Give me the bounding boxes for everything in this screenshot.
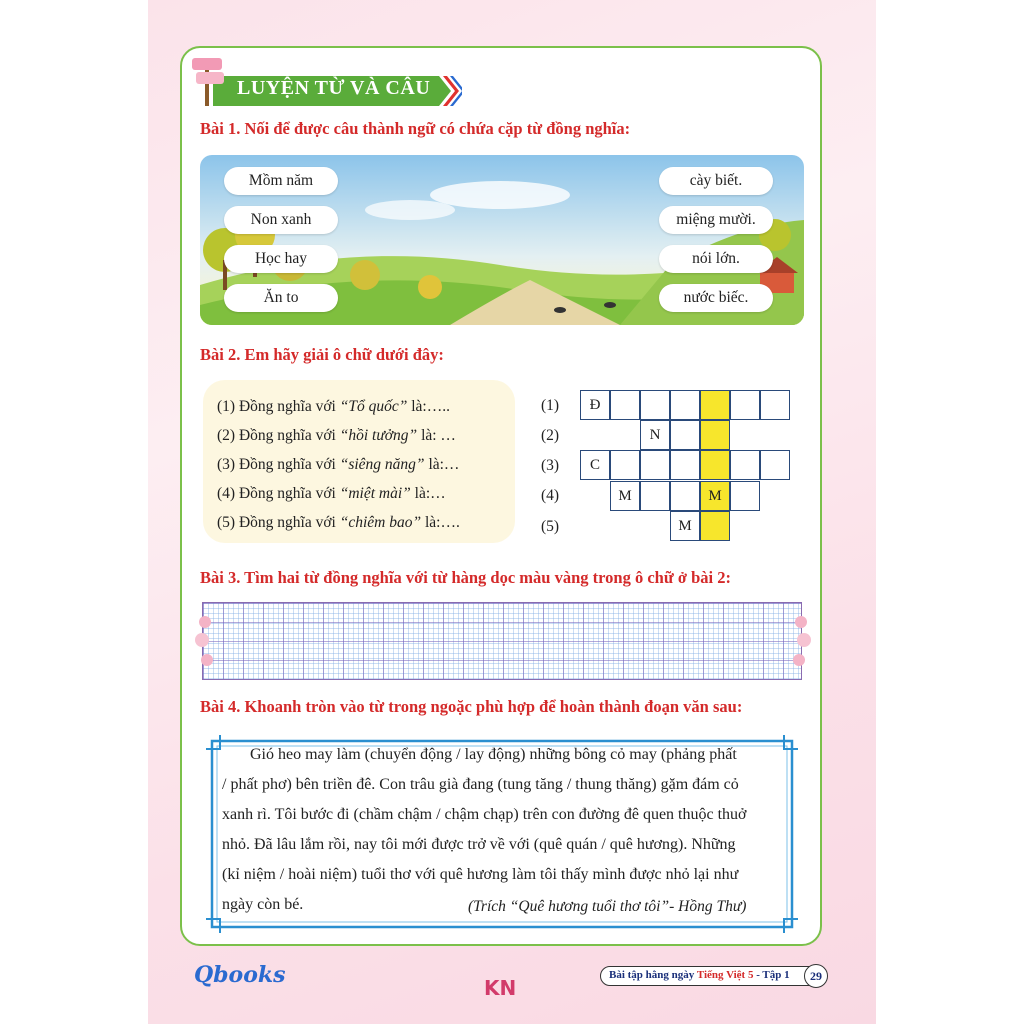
crossword-cell[interactable] [640, 450, 670, 480]
signpost-icon [190, 54, 230, 106]
clue-blank: là:…. [421, 514, 460, 531]
clue-blank: là:… [410, 485, 446, 502]
row-number-1: (1) [541, 397, 560, 414]
clue-5 [217, 514, 460, 532]
crossword-cell[interactable] [730, 450, 760, 480]
row-number-3: (3) [541, 457, 560, 474]
idiom-right-2[interactable]: miệng mười. [659, 206, 773, 234]
idiom-left-1[interactable]: Mồm năm [224, 167, 338, 195]
crossword-cell[interactable] [730, 390, 760, 420]
crossword-cell[interactable] [760, 390, 790, 420]
crossword-cell[interactable] [670, 450, 700, 480]
crossword-cell[interactable]: N [640, 420, 670, 450]
crossword-cell[interactable] [760, 450, 790, 480]
idiom-left-4[interactable]: Ăn to [224, 284, 338, 312]
clue-text: (5) Đồng nghĩa với [217, 514, 340, 531]
crossword-cell[interactable] [610, 390, 640, 420]
book-subject: Tiếng Việt 5 [696, 969, 754, 981]
crossword-cell[interactable]: M [610, 481, 640, 511]
crossword-cell[interactable] [730, 481, 760, 511]
clue-text: (2) Đồng nghĩa với [217, 427, 340, 444]
exercise-4-heading: Bài 4. Khoanh tròn vào từ trong ngoặc phù hợp để hoàn thành đoạn văn sau: [200, 697, 743, 716]
crossword-key-cell[interactable] [700, 420, 730, 450]
exercise-1-heading: Bài 1. Nối để được câu thành ngữ có chứa cặp từ đồng nghĩa: [200, 119, 631, 138]
cherry-blossom-icon [192, 610, 218, 680]
crossword-cell[interactable]: C [580, 450, 610, 480]
handwriting-grid[interactable] [202, 602, 802, 680]
crossword-cell[interactable] [670, 420, 700, 450]
crossword-cell[interactable] [640, 390, 670, 420]
row-number-4: (4) [541, 487, 560, 504]
exercise-2-heading: Bài 2. Em hãy giải ô chữ dưới đây: [200, 345, 444, 364]
clue-word: “chiêm bao” [339, 514, 422, 531]
clue-word: “miệt mài” [339, 485, 411, 502]
exercise-3-heading: Bài 3. Tìm hai từ đồng nghĩa với từ hàng dọc màu vàng trong ô chữ ở bài 2: [200, 568, 732, 587]
idiom-left-2[interactable]: Non xanh [224, 206, 338, 234]
crossword-key-cell[interactable] [700, 390, 730, 420]
clue-word: “siêng năng” [339, 456, 425, 473]
passage-citation: (Trích “Quê hương tuổi thơ tôi”- Hồng Thư) [468, 898, 747, 915]
clue-text: (3) Đồng nghĩa với [217, 456, 340, 473]
clue-text: (4) Đồng nghĩa với [217, 485, 340, 502]
book-series: Bài tập hằng ngày [609, 969, 697, 981]
idiom-right-3[interactable]: nói lớn. [659, 245, 773, 273]
passage-line-1: Gió heo may làm (chuyển động / lay động) những bông cỏ may (phảng phất [250, 746, 737, 763]
crossword-cell[interactable]: Đ [580, 390, 610, 420]
idiom-right-1[interactable]: cày biết. [659, 167, 773, 195]
crossword-cell[interactable] [640, 481, 670, 511]
book-volume: - Tập 1 [753, 969, 790, 981]
crossword-cell[interactable] [670, 481, 700, 511]
clue-3 [217, 456, 459, 474]
row-number-5: (5) [541, 518, 560, 535]
row-number-2: (2) [541, 427, 560, 444]
clue-4 [217, 485, 446, 503]
book-title-badge [600, 966, 818, 986]
clue-2 [217, 427, 456, 445]
crossword-key-cell[interactable] [700, 450, 730, 480]
clue-blank: là: … [417, 427, 456, 444]
passage-line-6: ngày còn bé. [222, 896, 304, 913]
clue-blank: là:… [424, 456, 460, 473]
clue-text: (1) Đồng nghĩa với [217, 398, 340, 415]
passage-line-3: xanh rì. Tôi bước đi (chầm chậm / chậm chạp) trên con đường đê quen thuộc thuở [222, 806, 747, 823]
page-number: 29 [804, 964, 828, 988]
passage-line-2: / phất phơ) bên triền đê. Con trâu già đang (tung tăng / thung thăng) gặm đám cỏ [222, 776, 739, 793]
passage-line-4: nhỏ. Đã lâu lắm rồi, nay tôi mới được trở về với (quê quán / quê hương). Những [222, 836, 736, 853]
crossword-cell[interactable] [670, 390, 700, 420]
kn-logo: KN [484, 976, 517, 1000]
idiom-left-3[interactable]: Học hay [224, 245, 338, 273]
clue-blank: là:….. [407, 398, 450, 415]
passage-line-5: (kỉ niệm / hoài niệm) tuổi thơ với quê hương làm tôi thấy mình được nhỏ lại như [222, 866, 739, 883]
idiom-right-4[interactable]: nước biếc. [659, 284, 773, 312]
cherry-blossom-icon [788, 610, 814, 680]
publisher-logo: Qbooks [194, 962, 286, 988]
section-title: LUYỆN TỪ VÀ CÂU [237, 77, 431, 99]
clue-word: “Tổ quốc” [339, 398, 408, 415]
crossword-key-cell[interactable] [700, 511, 730, 541]
crossword-cell[interactable] [610, 450, 640, 480]
crossword-cell[interactable]: M [670, 511, 700, 541]
clue-1 [217, 398, 450, 416]
crossword-key-cell[interactable]: M [700, 481, 730, 511]
clue-word: “hồi tưởng” [339, 427, 418, 444]
